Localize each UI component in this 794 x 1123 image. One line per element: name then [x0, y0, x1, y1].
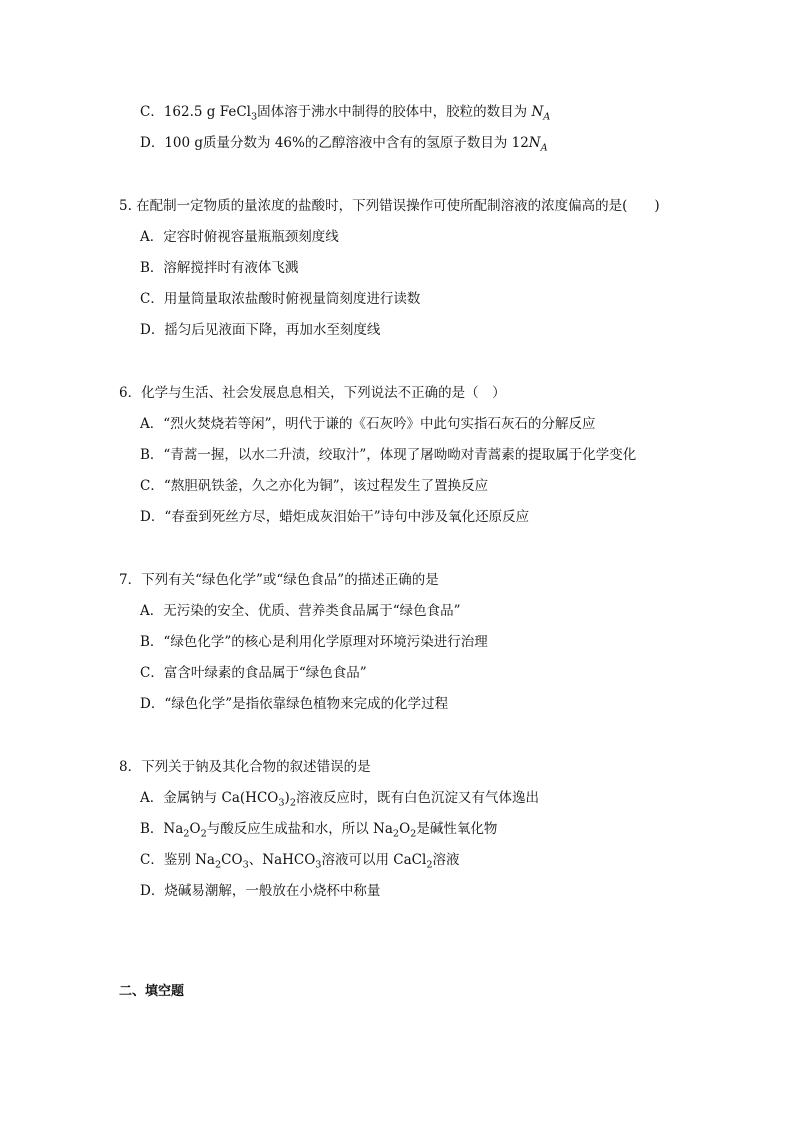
q7-stem: 7．下列有关“绿色化学”或“绿色食品”的描述正确的是 [119, 572, 439, 588]
q6-stem: 6．化学与生活、社会发展息息相关，下列说法不正确的是（ ） [119, 385, 506, 401]
q5-stem: 5. 在配制一定物质的量浓度的盐酸时，下列错误操作可使所配制溶液的浓度偏高的是( ) [119, 198, 660, 214]
q8-option-d: D．烧碱易潮解，一般放在小烧杯中称量 [140, 883, 381, 899]
q7-option-d: D．“绿色化学”是指依靠绿色植物来完成的化学过程 [140, 696, 449, 712]
q5-option-a: A．定容时俯视容量瓶瓶颈刻度线 [140, 229, 339, 245]
q7-option-c: C．富含叶绿素的食品属于“绿色食品” [140, 665, 367, 681]
q8-option-b: B．$Na_2O_2$与酸反应生成盐和水，所以 $Na_2O_2$是碱性氧化物 [140, 821, 498, 840]
q6-option-d: D．“春蚕到死丝方尽，蜡炬成灰泪始干”诗句中涉及氧化还原反应 [140, 509, 530, 525]
q8-option-c: C．鉴别 $Na_2CO_3$、NaHCO$_3$溶液可以用 CaCl$_2$溶液 [140, 852, 460, 871]
section-heading-fill-in: 二、填空题 [119, 984, 185, 999]
q4-option-d: D．100 g质量分数为 46%的乙醇溶液中含有的氢原子数目为 $12N_A$ [140, 135, 548, 154]
q8-option-a: A．金属钠与 $Ca(HCO_3)_2$溶液反应时，既有白色沉淀又有气体逸出 [140, 790, 540, 809]
q6-option-c: C．“熬胆矾铁釜，久之亦化为铜”，该过程发生了置换反应 [140, 478, 489, 494]
q6-option-a: A．“烈火焚烧若等闲”，明代于谦的《石灰吟》中此句实指石灰石的分解反应 [140, 416, 596, 432]
q4-option-c: C．162.5 g FeCl$_3$固体溶于沸水中制得的胶体中，胶粒的数目为 $N_A$ [140, 104, 551, 123]
q5-option-b: B．溶解搅拌时有液体飞溅 [140, 260, 299, 276]
q5-option-c: C．用量筒量取浓盐酸时俯视量筒刻度进行读数 [140, 291, 421, 307]
q7-option-a: A．无污染的安全、优质、营养类食品属于“绿色食品” [140, 603, 461, 619]
q6-option-b: B．“青蒿一握，以水二升渍，绞取汁”，体现了屠呦呦对青蒿素的提取属于化学变化 [140, 447, 637, 463]
q5-option-d: D．摇匀后见液面下降，再加水至刻度线 [140, 322, 381, 338]
q7-option-b: B．“绿色化学”的核心是利用化学原理对环境污染进行治理 [140, 634, 488, 650]
q8-stem: 8．下列关于钠及其化合物的叙述错误的是 [119, 759, 371, 775]
